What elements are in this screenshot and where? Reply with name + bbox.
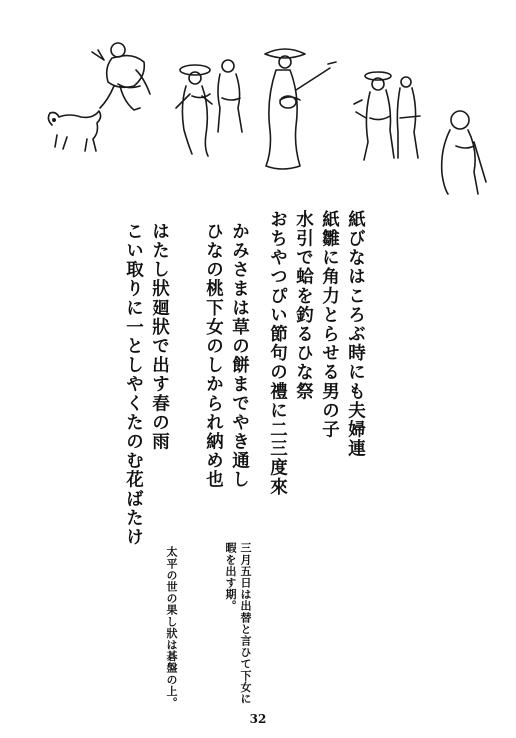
annotation-note: 太平の世の果し狀は碁盤の上。 — [165, 546, 178, 709]
dancing-man-figure — [92, 43, 150, 110]
page-number: 32 — [249, 712, 267, 726]
festival-figures-illustration — [40, 30, 490, 195]
verse-line: ひなの桃下女のしかられ納め也 — [203, 222, 224, 490]
verse-line: おちやつぴい節句の禮に二三度來 — [267, 210, 288, 497]
hat-men-figures — [176, 60, 242, 156]
verse-line: はたし狀廻狀で出す春の雨 — [149, 222, 170, 452]
verse-line: かみさまは草の餅までやき通し — [229, 222, 250, 490]
verse-line: 紙びなはころぶ時にも夫婦連 — [345, 210, 366, 459]
annotation-note: 三月五日は出替と言ひて下女に — [239, 542, 252, 705]
edo-festival-figures-icon — [40, 30, 490, 195]
verse-line: 紙雛に角力とらせる男の子 — [319, 210, 340, 440]
dog-figure — [48, 111, 100, 151]
hat-man-and-priest-figures — [354, 72, 486, 194]
shamisen-woman-figure — [265, 49, 336, 169]
annotation-note: 暇を出す期。 — [224, 542, 237, 612]
verse-line: こい取りに一としやくたのむ花ばたけ — [123, 222, 144, 547]
verse-line: 水引で蛤を釣るひな祭 — [293, 210, 314, 401]
